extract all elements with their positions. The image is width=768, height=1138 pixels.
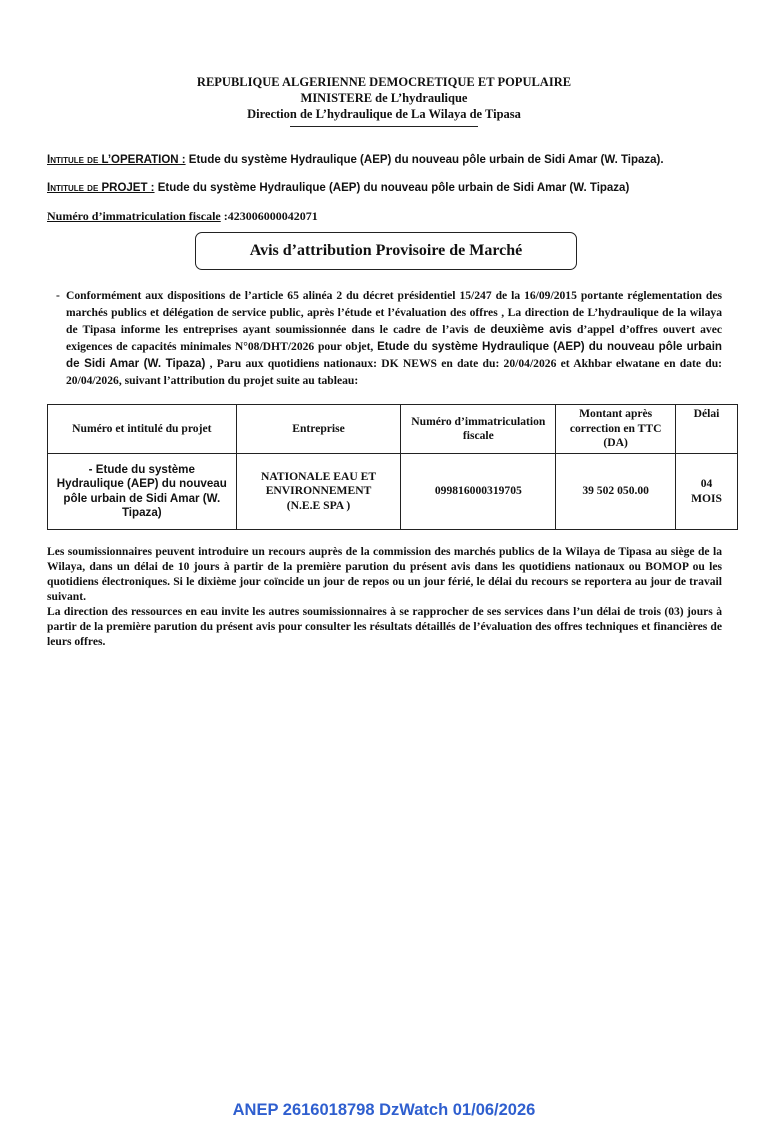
body-part-4: Etude du système Hydraulique (AEP) du nouveau pôle urbain de Sidi Amar (W. Tipaza) — [66, 340, 722, 370]
list-dash: - — [56, 289, 60, 302]
projet-value: Etude du système Hydraulique (AEP) du nouveau pôle urbain de Sidi Amar (W. Tipaza) — [154, 182, 630, 194]
attribution-table — [47, 404, 738, 530]
operation-line — [47, 153, 664, 167]
body-part-5: , Paru aux quotidiens nationaux: DK NEWS en date du: 20/04/2026 et Akhbar elwatane en date du: 20/04/2026, suivant l’attribution du projet suite au tableau: — [66, 357, 722, 387]
direction-heading: Direction de L’hydraulique de La Wilaya de Tipasa — [247, 107, 521, 121]
invitation-paragraph: La direction des ressources en eau invite les autres soumissionnaires à se rapprocher de ses services dans l’un délai de trois (03) jours à partir de la première parution du présent avis pour consulter les résultats détaillés de l’évaluation des offres techniques et financières de leurs offres. — [47, 605, 722, 648]
cell-company — [236, 454, 401, 530]
body-part-2: deuxième avis — [490, 323, 572, 336]
header-delay: Délai — [676, 405, 738, 454]
cell-project: - Etude du système Hydraulique (AEP) du nouveau pôle urbain de Sidi Amar (W. Tipaza) — [48, 454, 237, 530]
cell-delay — [676, 454, 738, 530]
notice-title-text: Avis d’attribution Provisoire de Marché — [249, 242, 523, 259]
fiscal-line — [47, 209, 318, 223]
anep-reference: ANEP 2616018798 DzWatch 01/06/2026 — [232, 1101, 536, 1119]
company-acronym: (N.E.E SPA ) — [286, 498, 351, 512]
ministry-heading: MINISTERE de L’hydraulique — [300, 91, 468, 105]
document-header — [0, 74, 768, 127]
table-row — [48, 454, 738, 530]
operation-value: Etude du système Hydraulique (AEP) du nouveau pôle urbain de Sidi Amar (W. Tipaza). — [185, 154, 664, 166]
delay-unit: MOIS — [691, 491, 722, 505]
fiscal-label: Numéro d’immatriculation fiscale — [47, 209, 221, 223]
cell-amount: 39 502 050.00 — [556, 454, 676, 530]
delay-value: 04 — [700, 477, 713, 490]
notice-body — [56, 287, 723, 389]
header-amount: Montant après correction en TTC (DA) — [556, 405, 676, 454]
header-divider — [290, 126, 478, 127]
company-name: NATIONALE EAU ET ENVIRONNEMENT — [260, 469, 377, 498]
projet-label: Intitule de PROJET : — [47, 182, 155, 194]
republic-heading: REPUBLIQUE ALGERIENNE DEMOCRETIQUE ET POPULAIRE — [196, 75, 572, 89]
operation-label: Intitule de L’OPERATION : — [47, 154, 186, 166]
notice-title — [195, 232, 577, 270]
body-part-3: d’appel d’offres ouvert avec exigences de capacités minimales N°08/DHT/2026 pour objet, — [66, 323, 723, 353]
cell-fiscal: 099816000319705 — [401, 454, 556, 530]
header-fiscal: Numéro d’immatriculation fiscale — [401, 405, 556, 454]
header-company: Entreprise — [236, 405, 401, 454]
projet-line — [47, 181, 629, 195]
body-part-1: Conformément aux dispositions de l’article 65 alinéa 2 du décret présidentiel 15/247 de la 16/09/2015 portante réglementation des marchés publics et délégation de service public, après l’étude et l’évaluation des offres , La direction de L’hydraulique de la wilaya de Tipasa informe les entreprises ayant soumissionnée dans le cadre de l’avis de — [66, 289, 722, 336]
fiscal-value: :423006000042071 — [220, 209, 318, 223]
header-project: Numéro et intitulé du projet — [48, 405, 237, 454]
table-header-row — [48, 405, 738, 454]
recourse-paragraph: Les soumissionnaires peuvent introduire un recours auprès de la commission des marchés publics de la Wilaya de Tipasa au siège de la Wilaya, dans un délai de 10 jours à partir de la première parution du présent avis dans les quotidiens nationaux ou BOMOP ou les quotidiens électroniques. Si le dixième jour coïncide un jour de repos ou un jour férié, le délai du recours se reportera au jour de travail suivant. — [47, 545, 722, 603]
